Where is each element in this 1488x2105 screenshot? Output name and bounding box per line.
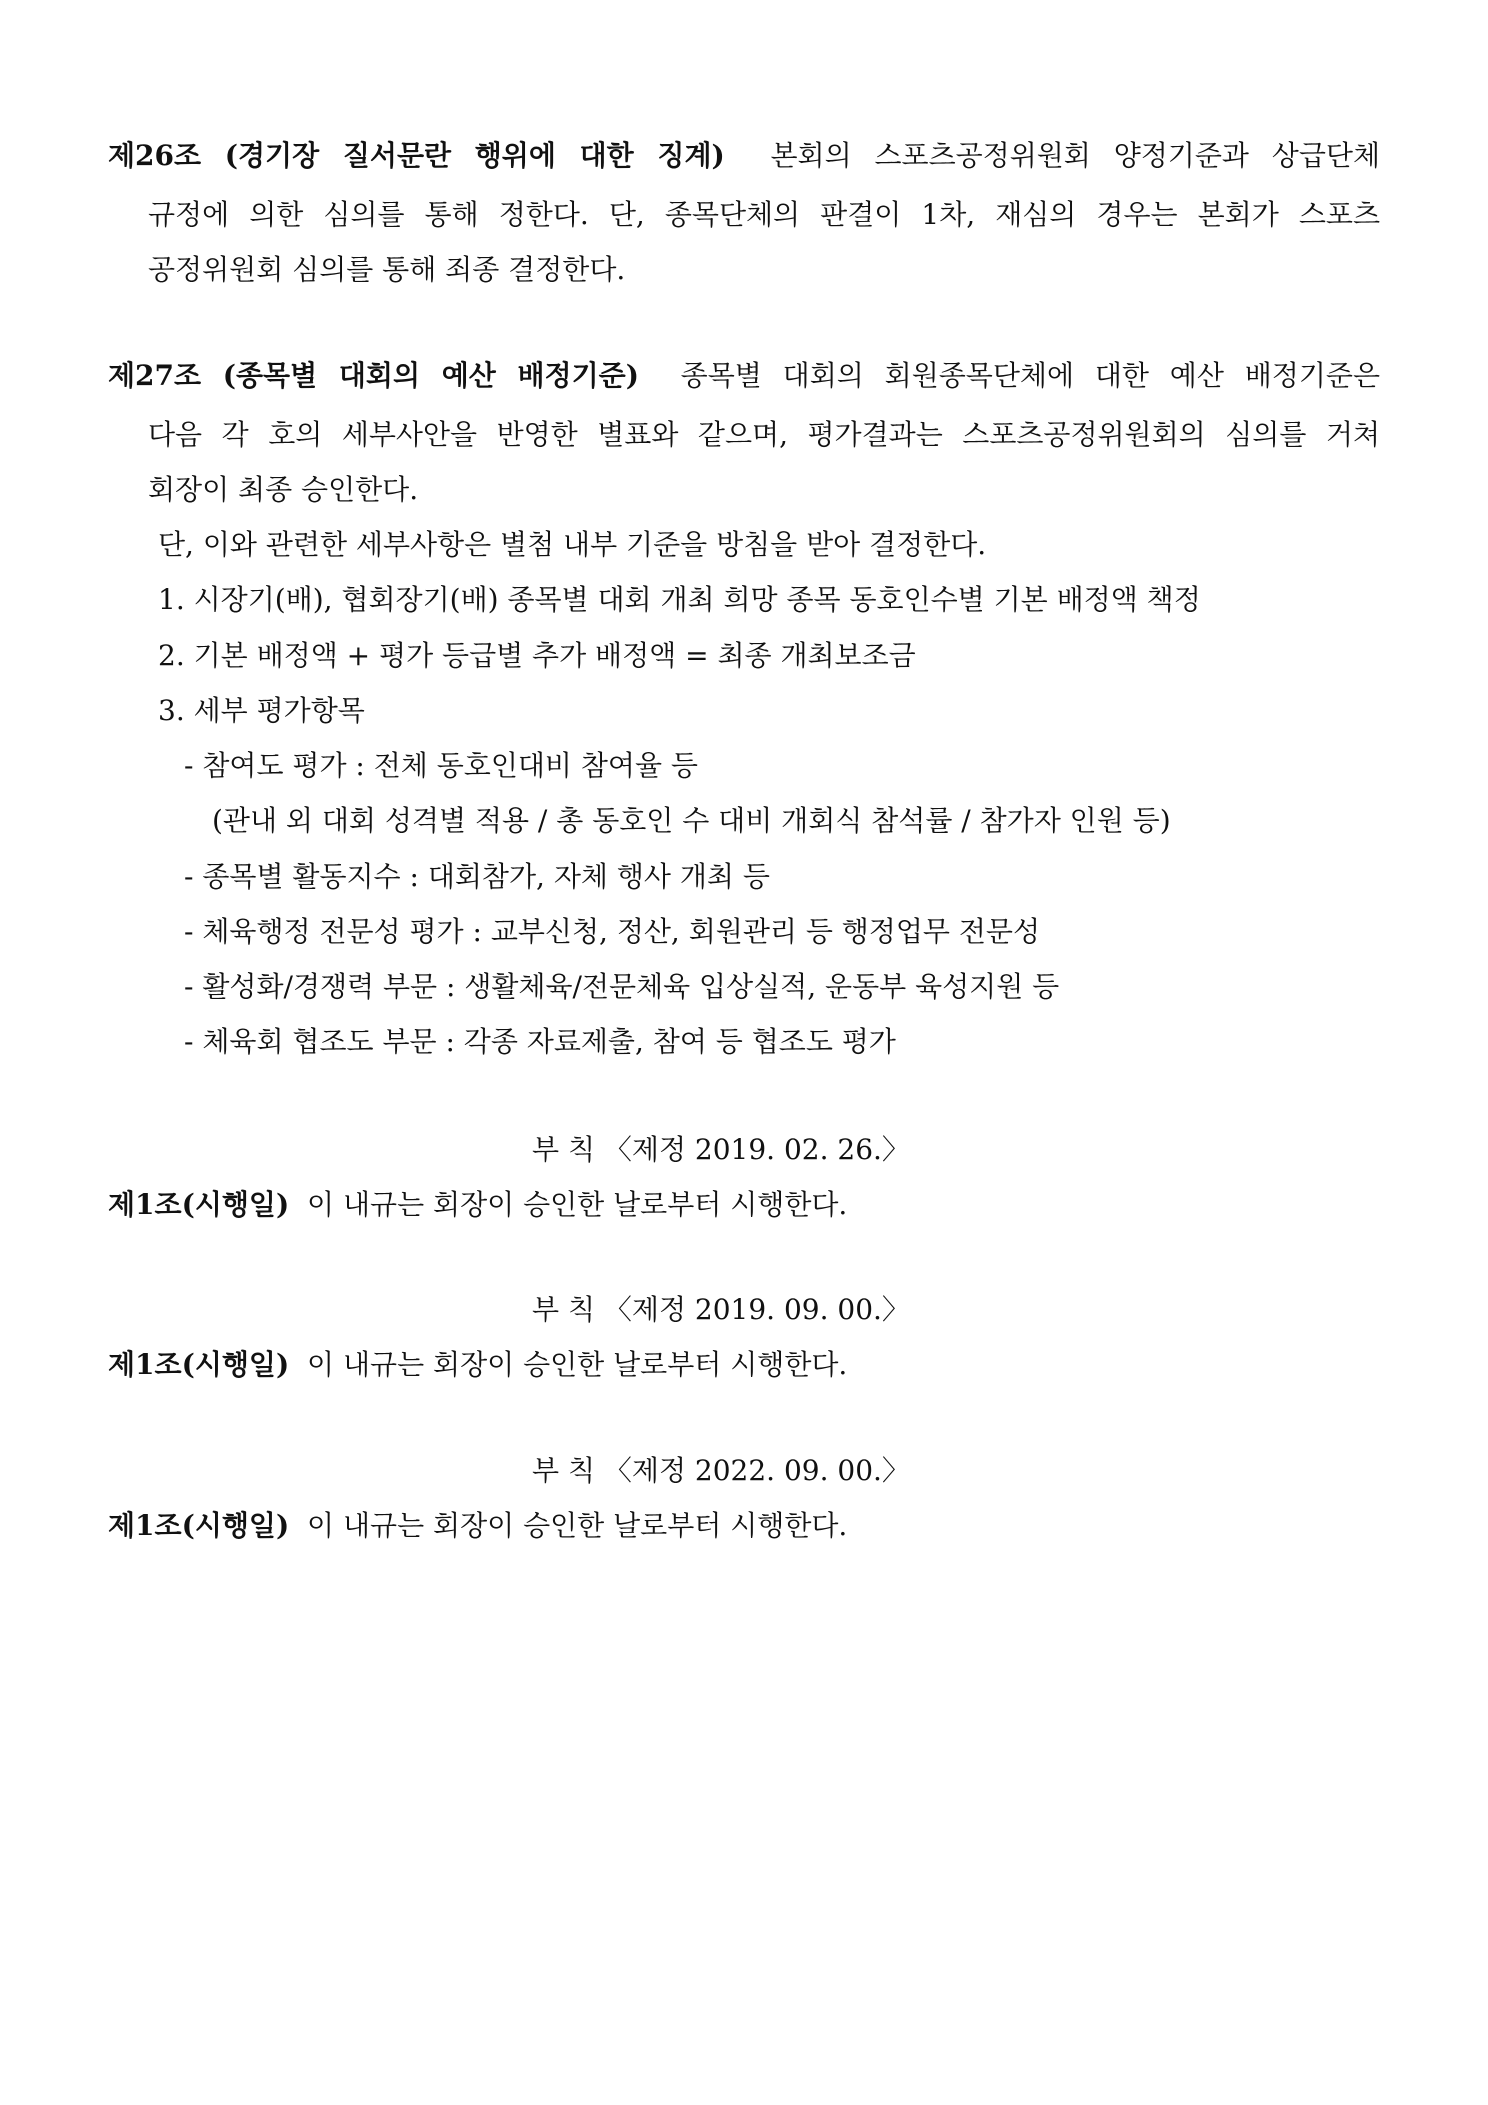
article-26-text-line-1: 본회의 스포츠공정위원회 양정기준과 상급단체 (770, 139, 1380, 172)
article-27-subitem-3: - 체육행정 전문성 평가 : 교부신청, 정산, 회원관리 등 행정업무 전문성 (184, 915, 1040, 948)
addendum-1-title: 부 칙 〈제정 2019. 02. 26.〉 (532, 1133, 910, 1166)
addendum-3-text: 이 내규는 회장이 승인한 날로부터 시행한다. (307, 1509, 848, 1542)
article-27-subitem-4: - 활성화/경쟁력 부문 : 생활체육/전문체육 입상실적, 운동부 육성지원 등 (184, 970, 1060, 1003)
article-27-text-line-4: 단, 이와 관련한 세부사항은 별첨 내부 기준을 방침을 받아 결정한다. (158, 528, 987, 561)
addendum-3-article: 제1조(시행일) (108, 1509, 290, 1542)
addendum-1-text: 이 내규는 회장이 승인한 날로부터 시행한다. (307, 1188, 848, 1221)
addendum-3-line (108, 1506, 1488, 1546)
addendum-2-title: 부 칙 〈제정 2019. 09. 00.〉 (532, 1293, 910, 1326)
article-27-item-3: 3. 세부 평가항목 (158, 694, 365, 727)
article-26-text-line-3: 공정위원회 심의를 통해 죄종 결정한다. (148, 253, 626, 286)
article-26-text-line-2: 규정에 의한 심의를 통해 정한다. 단, 종목단체의 판결이 1차, 재심의 경우는 본회가 스포츠 (148, 198, 1380, 231)
addendum-2-article: 제1조(시행일) (108, 1348, 290, 1381)
article-27-text-line-2: 다음 각 호의 세부사안을 반영한 별표와 같으며, 평가결과는 스포츠공정위원회의 심의를 거쳐 (148, 418, 1380, 451)
article-27-subitem-1-note: (관내 외 대회 성격별 적용 / 총 동호인 수 대비 개회식 참석률 / 참가자 인원 등) (212, 804, 1171, 837)
article-27-heading: 제27조 (종목별 대회의 예산 배정기준) (108, 359, 639, 392)
article-27-subitem-5: - 체육회 협조도 부문 : 각종 자료제출, 참여 등 협조도 평가 (184, 1025, 896, 1058)
addendum-1-line (108, 1185, 1488, 1225)
article-27-subitem-1: - 참여도 평가 : 전체 동호인대비 참여율 등 (184, 749, 698, 782)
addendum-3-title: 부 칙 〈제정 2022. 09. 00.〉 (532, 1454, 910, 1487)
addendum-1-article: 제1조(시행일) (108, 1188, 290, 1221)
addendum-2-text: 이 내규는 회장이 승인한 날로부터 시행한다. (307, 1348, 848, 1381)
article-27-text-line-1: 종목별 대회의 회원종목단체에 대한 예산 배정기준은 (680, 359, 1380, 392)
article-27-first-line (108, 356, 1380, 396)
article-27-item-1: 1. 시장기(배), 협회장기(배) 종목별 대회 개최 희망 종목 동호인수별 기본 배정액 책정 (158, 583, 1201, 616)
article-26-first-line (108, 136, 1380, 176)
addendum-2-line (108, 1345, 1488, 1385)
article-27-text-line-3: 회장이 최종 승인한다. (148, 473, 419, 506)
article-26-heading: 제26조 (경기장 질서문란 행위에 대한 징계) (108, 139, 725, 172)
article-27-subitem-2: - 종목별 활동지수 : 대회참가, 자체 행사 개최 등 (184, 860, 770, 893)
article-27-item-2: 2. 기본 배정액 + 평가 등급별 추가 배정액 = 최종 개최보조금 (158, 639, 916, 672)
